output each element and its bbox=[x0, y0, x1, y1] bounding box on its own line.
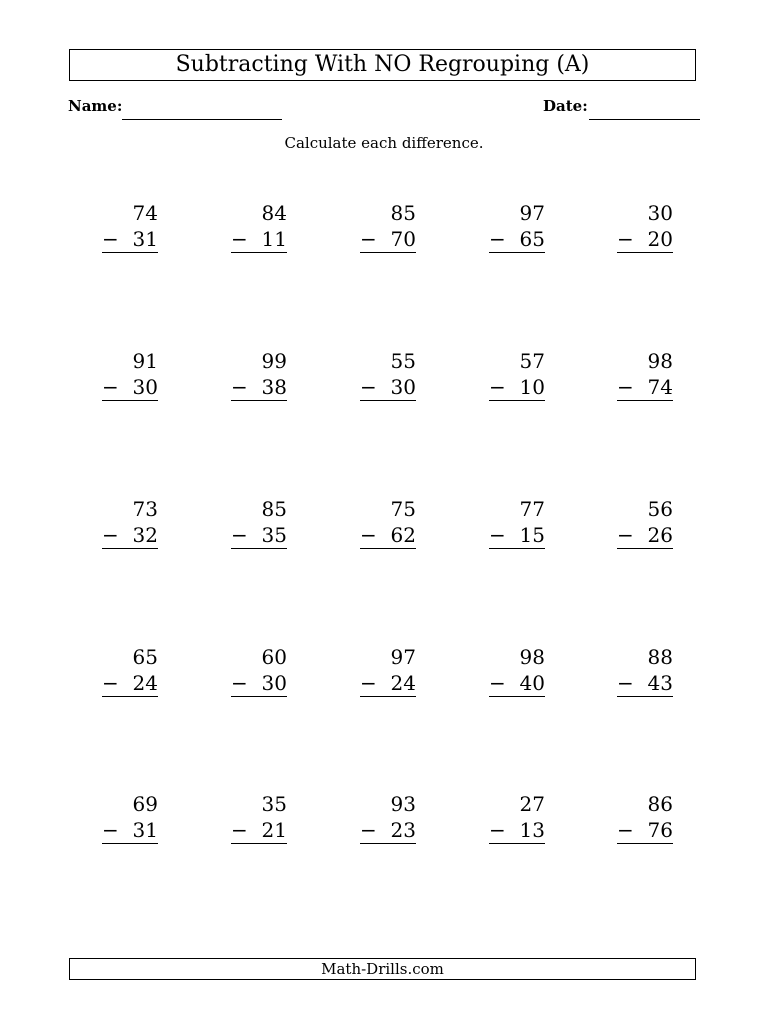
subtrahend: 70 bbox=[390, 227, 416, 251]
problem-3 bbox=[360, 200, 416, 253]
minuend: 73 bbox=[132, 497, 158, 521]
footer-site: Math-Drills.com bbox=[69, 958, 696, 980]
minus-sign: − bbox=[231, 523, 248, 547]
minuend: 27 bbox=[519, 792, 545, 816]
minuend: 56 bbox=[647, 497, 673, 521]
problem-17 bbox=[231, 644, 287, 697]
subtrahend: 30 bbox=[390, 375, 416, 399]
minus-sign: − bbox=[231, 375, 248, 399]
minus-sign: − bbox=[489, 227, 506, 251]
problem-14 bbox=[489, 496, 545, 549]
minus-sign: − bbox=[617, 818, 634, 842]
minus-sign: − bbox=[102, 523, 119, 547]
minus-sign: − bbox=[102, 227, 119, 251]
minus-sign: − bbox=[231, 227, 248, 251]
minuend: 99 bbox=[261, 349, 287, 373]
problem-24 bbox=[489, 791, 545, 844]
minuend: 55 bbox=[390, 349, 416, 373]
subtrahend-row bbox=[617, 670, 673, 697]
subtrahend: 30 bbox=[132, 375, 158, 399]
subtrahend: 11 bbox=[261, 227, 287, 251]
minuend: 88 bbox=[647, 645, 673, 669]
subtrahend-row bbox=[360, 670, 416, 697]
problem-11 bbox=[102, 496, 158, 549]
minus-sign: − bbox=[489, 523, 506, 547]
subtrahend-row bbox=[102, 374, 158, 401]
minus-sign: − bbox=[102, 818, 119, 842]
subtrahend: 10 bbox=[519, 375, 545, 399]
subtrahend-row bbox=[360, 226, 416, 253]
subtrahend-row bbox=[231, 817, 287, 844]
instructions: Calculate each difference. bbox=[284, 134, 484, 152]
problem-10 bbox=[617, 348, 673, 401]
minuend: 98 bbox=[519, 645, 545, 669]
minuend: 57 bbox=[519, 349, 545, 373]
problem-2 bbox=[231, 200, 287, 253]
subtrahend: 35 bbox=[261, 523, 287, 547]
subtrahend: 13 bbox=[519, 818, 545, 842]
minuend: 65 bbox=[132, 645, 158, 669]
problem-18 bbox=[360, 644, 416, 697]
subtrahend-row bbox=[489, 374, 545, 401]
minuend: 98 bbox=[647, 349, 673, 373]
problem-22 bbox=[231, 791, 287, 844]
subtrahend: 31 bbox=[132, 227, 158, 251]
minus-sign: − bbox=[231, 818, 248, 842]
subtrahend: 40 bbox=[519, 671, 545, 695]
problem-21 bbox=[102, 791, 158, 844]
subtrahend: 62 bbox=[390, 523, 416, 547]
minuend: 69 bbox=[132, 792, 158, 816]
minuend: 75 bbox=[390, 497, 416, 521]
problem-19 bbox=[489, 644, 545, 697]
minus-sign: − bbox=[617, 227, 634, 251]
problem-4 bbox=[489, 200, 545, 253]
subtrahend-row bbox=[231, 374, 287, 401]
subtrahend-row bbox=[617, 817, 673, 844]
minuend: 77 bbox=[519, 497, 545, 521]
subtrahend-row bbox=[617, 374, 673, 401]
minus-sign: − bbox=[102, 671, 119, 695]
minuend: 85 bbox=[390, 201, 416, 225]
problem-20 bbox=[617, 644, 673, 697]
minus-sign: − bbox=[231, 671, 248, 695]
subtrahend: 74 bbox=[647, 375, 673, 399]
subtrahend: 23 bbox=[390, 818, 416, 842]
subtrahend-row bbox=[360, 522, 416, 549]
minus-sign: − bbox=[360, 818, 377, 842]
subtrahend: 20 bbox=[647, 227, 673, 251]
minus-sign: − bbox=[617, 523, 634, 547]
subtrahend: 26 bbox=[647, 523, 673, 547]
minuend: 35 bbox=[261, 792, 287, 816]
worksheet-title: Subtracting With NO Regrouping (A) bbox=[69, 49, 696, 81]
minus-sign: − bbox=[360, 671, 377, 695]
subtrahend-row bbox=[489, 817, 545, 844]
minus-sign: − bbox=[617, 671, 634, 695]
minuend: 97 bbox=[390, 645, 416, 669]
subtrahend-row bbox=[489, 226, 545, 253]
subtrahend-row bbox=[231, 226, 287, 253]
minus-sign: − bbox=[360, 523, 377, 547]
minuend: 30 bbox=[647, 201, 673, 225]
minus-sign: − bbox=[102, 375, 119, 399]
subtrahend: 24 bbox=[132, 671, 158, 695]
minus-sign: − bbox=[489, 818, 506, 842]
minuend: 97 bbox=[519, 201, 545, 225]
subtrahend-row bbox=[489, 670, 545, 697]
minus-sign: − bbox=[360, 227, 377, 251]
subtrahend-row bbox=[231, 522, 287, 549]
problem-7 bbox=[231, 348, 287, 401]
problem-6 bbox=[102, 348, 158, 401]
subtrahend-row bbox=[102, 670, 158, 697]
minuend: 74 bbox=[132, 201, 158, 225]
date-label: Date: bbox=[543, 97, 588, 115]
minuend: 60 bbox=[261, 645, 287, 669]
subtrahend-row bbox=[102, 226, 158, 253]
problem-23 bbox=[360, 791, 416, 844]
minuend: 93 bbox=[390, 792, 416, 816]
minuend: 91 bbox=[132, 349, 158, 373]
problem-25 bbox=[617, 791, 673, 844]
subtrahend-row bbox=[231, 670, 287, 697]
minuend: 85 bbox=[261, 497, 287, 521]
subtrahend: 38 bbox=[261, 375, 287, 399]
subtrahend-row bbox=[617, 522, 673, 549]
subtrahend: 76 bbox=[647, 818, 673, 842]
problem-5 bbox=[617, 200, 673, 253]
subtrahend-row bbox=[360, 817, 416, 844]
minuend: 86 bbox=[647, 792, 673, 816]
problem-13 bbox=[360, 496, 416, 549]
problem-15 bbox=[617, 496, 673, 549]
subtrahend: 15 bbox=[519, 523, 545, 547]
minus-sign: − bbox=[360, 375, 377, 399]
subtrahend-row bbox=[102, 817, 158, 844]
subtrahend: 24 bbox=[390, 671, 416, 695]
problem-12 bbox=[231, 496, 287, 549]
problem-1 bbox=[102, 200, 158, 253]
subtrahend-row bbox=[360, 374, 416, 401]
subtrahend-row bbox=[102, 522, 158, 549]
subtrahend: 31 bbox=[132, 818, 158, 842]
minus-sign: − bbox=[617, 375, 634, 399]
subtrahend: 30 bbox=[261, 671, 287, 695]
subtrahend-row bbox=[617, 226, 673, 253]
problem-8 bbox=[360, 348, 416, 401]
minuend: 84 bbox=[261, 201, 287, 225]
problem-9 bbox=[489, 348, 545, 401]
subtrahend: 43 bbox=[647, 671, 673, 695]
name-label: Name: bbox=[68, 97, 123, 115]
problem-16 bbox=[102, 644, 158, 697]
subtrahend-row bbox=[489, 522, 545, 549]
minus-sign: − bbox=[489, 671, 506, 695]
minus-sign: − bbox=[489, 375, 506, 399]
subtrahend: 32 bbox=[132, 523, 158, 547]
subtrahend: 21 bbox=[261, 818, 287, 842]
subtrahend: 65 bbox=[519, 227, 545, 251]
